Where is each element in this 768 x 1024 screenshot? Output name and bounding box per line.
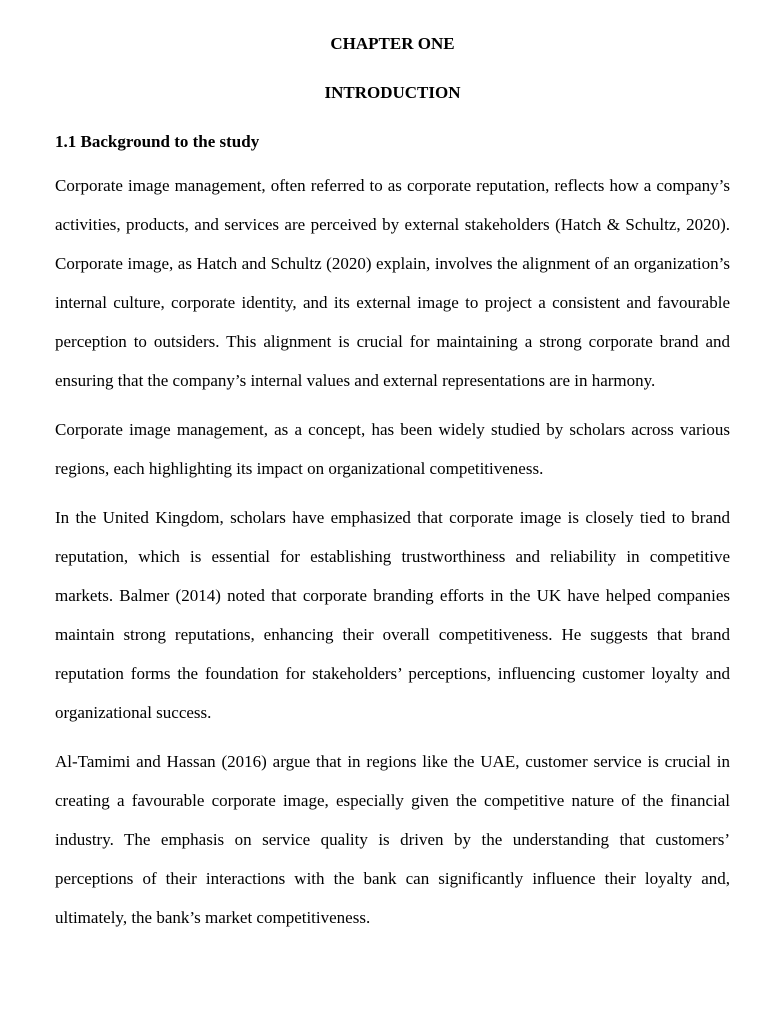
chapter-label: CHAPTER ONE <box>330 34 455 53</box>
paragraph-3: In the United Kingdom, scholars have emphasized that corporate image is closely tied to brand reputation, which is essential for establishing trustworthiness and reliability in competitive markets. Balmer (2014) noted that corporate branding efforts in the UK have helped companies maintain strong reputations, enhancing their overall competitiveness. He suggests that brand reputation forms the foundation for stakeholders’ perceptions, influencing customer loyalty and organizational success. <box>55 508 730 722</box>
chapter-title: INTRODUCTION <box>324 83 461 102</box>
paragraph-1: Corporate image management, often referred to as corporate reputation, reflects how a company’s activities, products, and services are perceived by external stakeholders (Hatch & Schultz, 2020). Corporate image, as Hatch and Schultz (2020) explain, involves the alignment of an organization’s internal culture, corporate identity, and its external image to project a consistent and favourable perception to outsiders. This alignment is crucial for maintaining a strong corporate brand and ensuring that the company’s internal values and external representations are in harmony. <box>55 176 730 390</box>
document-page <box>55 30 730 937</box>
paragraph-4: Al-Tamimi and Hassan (2016) argue that in regions like the UAE, customer service is crucial in creating a favourable corporate image, especially given the competitive nature of the financial industry. The emphasis on service quality is driven by the understanding that customers’ perceptions of their interactions with the bank can significantly influence their loyalty and, ultimately, the bank’s market competitiveness. <box>55 752 730 927</box>
section-heading: 1.1 Background to the study <box>55 132 260 151</box>
paragraph-2: Corporate image management, as a concept, has been widely studied by scholars across various regions, each highlighting its impact on organizational competitiveness. <box>55 420 730 478</box>
